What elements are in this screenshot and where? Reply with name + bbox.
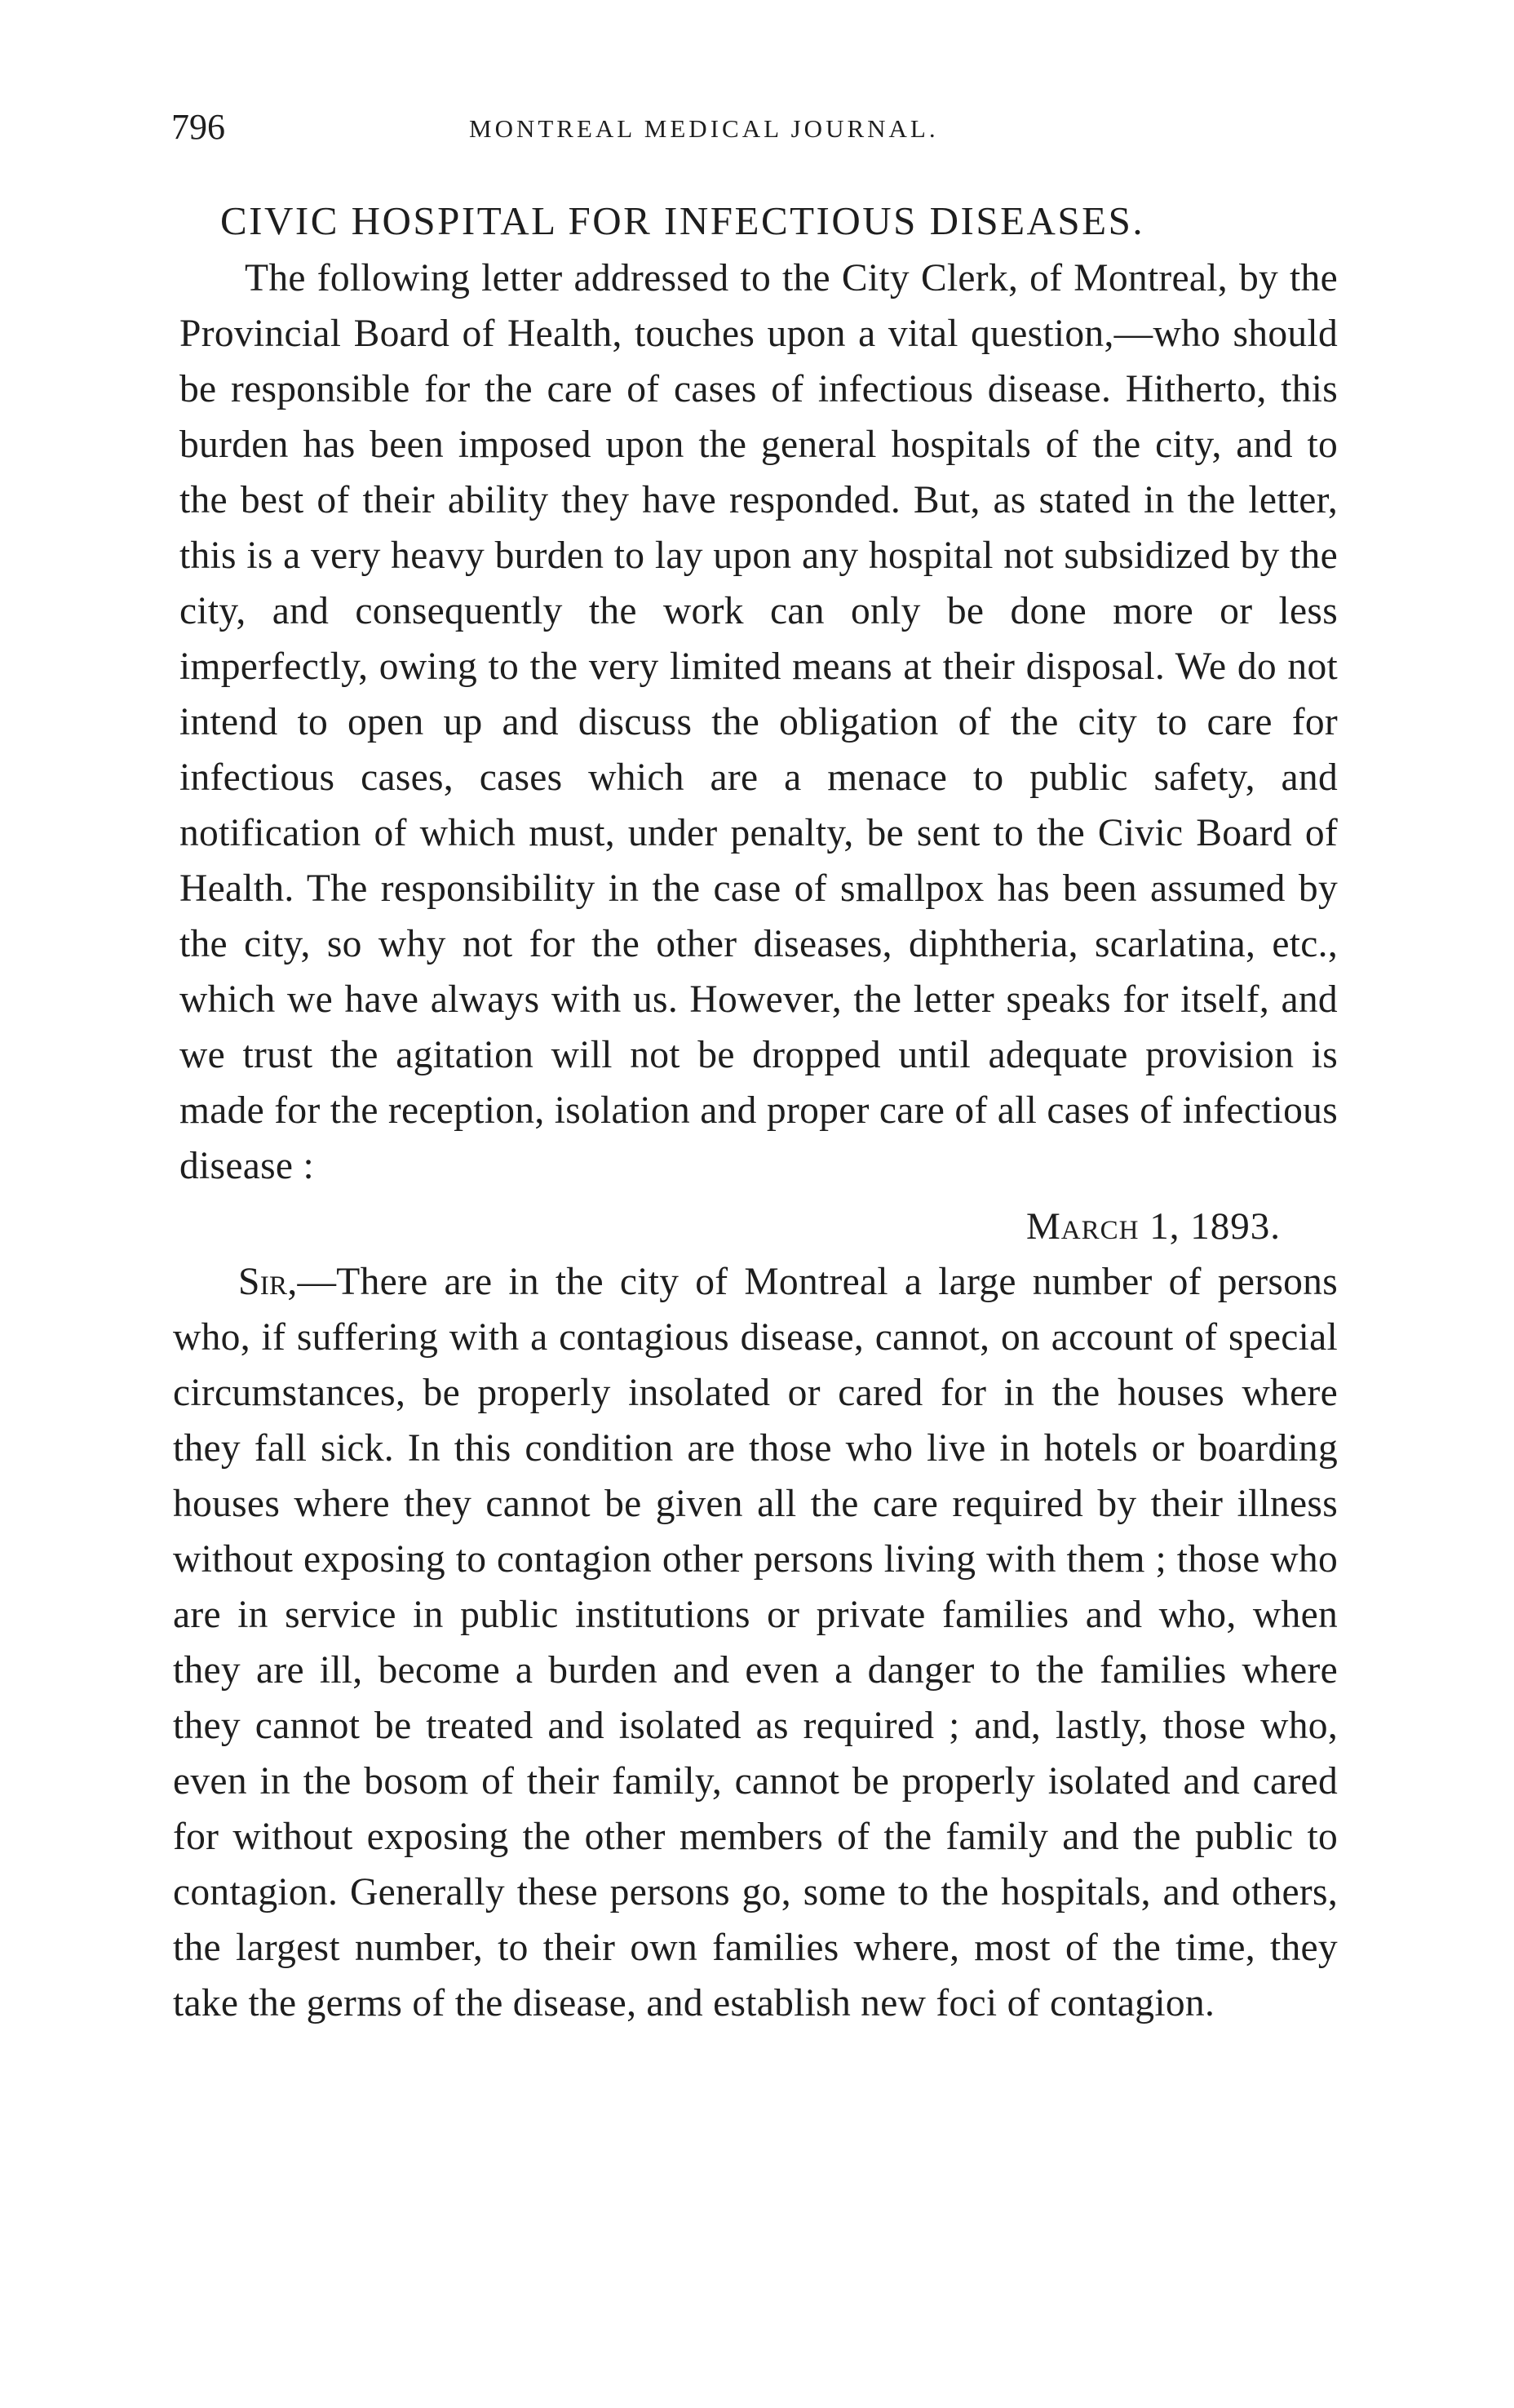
page-number: 796 — [171, 107, 225, 147]
letter-date: March 1, 1893. — [1026, 1205, 1281, 1248]
journal-page — [163, 106, 1338, 2031]
intro-paragraph: The following letter addressed to the City Clerk, of Montreal, by the Provincial Board of Health, touches upon a vital question,—who should be responsible for the care of cases of infectious disease. Hitherto, this burden has been imposed upon the general hospitals of the city, and to the best of their ability they have responded. But, as stated in the letter, this is a very heavy burden to lay upon any hospital not subsidized by the city, and consequently the work can only be done more or less imperfectly, owing to the very limited means at their disposal. We do not intend to open up and discuss the obligation of the city to care for infectious cases, cases which are a menace to public safety, and notification of which must, under penalty, be sent to the Civic Board of Health. The responsibility in the case of smallpox has been assumed by the city, so why not for the other diseases, diphtheria, scarlatina, etc., which we have always with us. However, the letter speaks for itself, and we trust the agitation will not be dropped until adequate provision is made for the reception, isolation and proper care of all cases of infectious disease : — [179, 257, 1338, 1187]
running-head — [163, 106, 1338, 155]
letter-salutation: Sir, — [238, 1261, 298, 1303]
letter-text: —There are in the city of Montreal a large number of persons who, if suffering with a contagious disease, cannot, on account of special circumstances, be properly insolated or cared for in the houses where they fall sick. In this condition are those who live in hotels or boarding houses where they cannot be given all the care required by their illness without exposing to contagion other persons living with them ; those who are in service in public institutions or private families and who, when they are ill, become a burden and even a danger to the families where they cannot be treated and isolated as required ; and, lastly, those who, even in the bosom of their family, cannot be properly isolated and cared for without exposing the other members of the family and the public to contagion. Generally these persons go, some to the hospitals, and others, the largest number, to their own families where, most of the time, they take the germs of the disease, and establish new foci of contagion. — [173, 1261, 1338, 2024]
article-body — [163, 251, 1338, 2031]
letter-paragraph — [163, 1254, 1338, 2031]
article-title: CIVIC HOSPITAL FOR INFECTIOUS DISEASES. — [220, 198, 1145, 243]
journal-name: MONTREAL MEDICAL JOURNAL. — [469, 114, 939, 143]
